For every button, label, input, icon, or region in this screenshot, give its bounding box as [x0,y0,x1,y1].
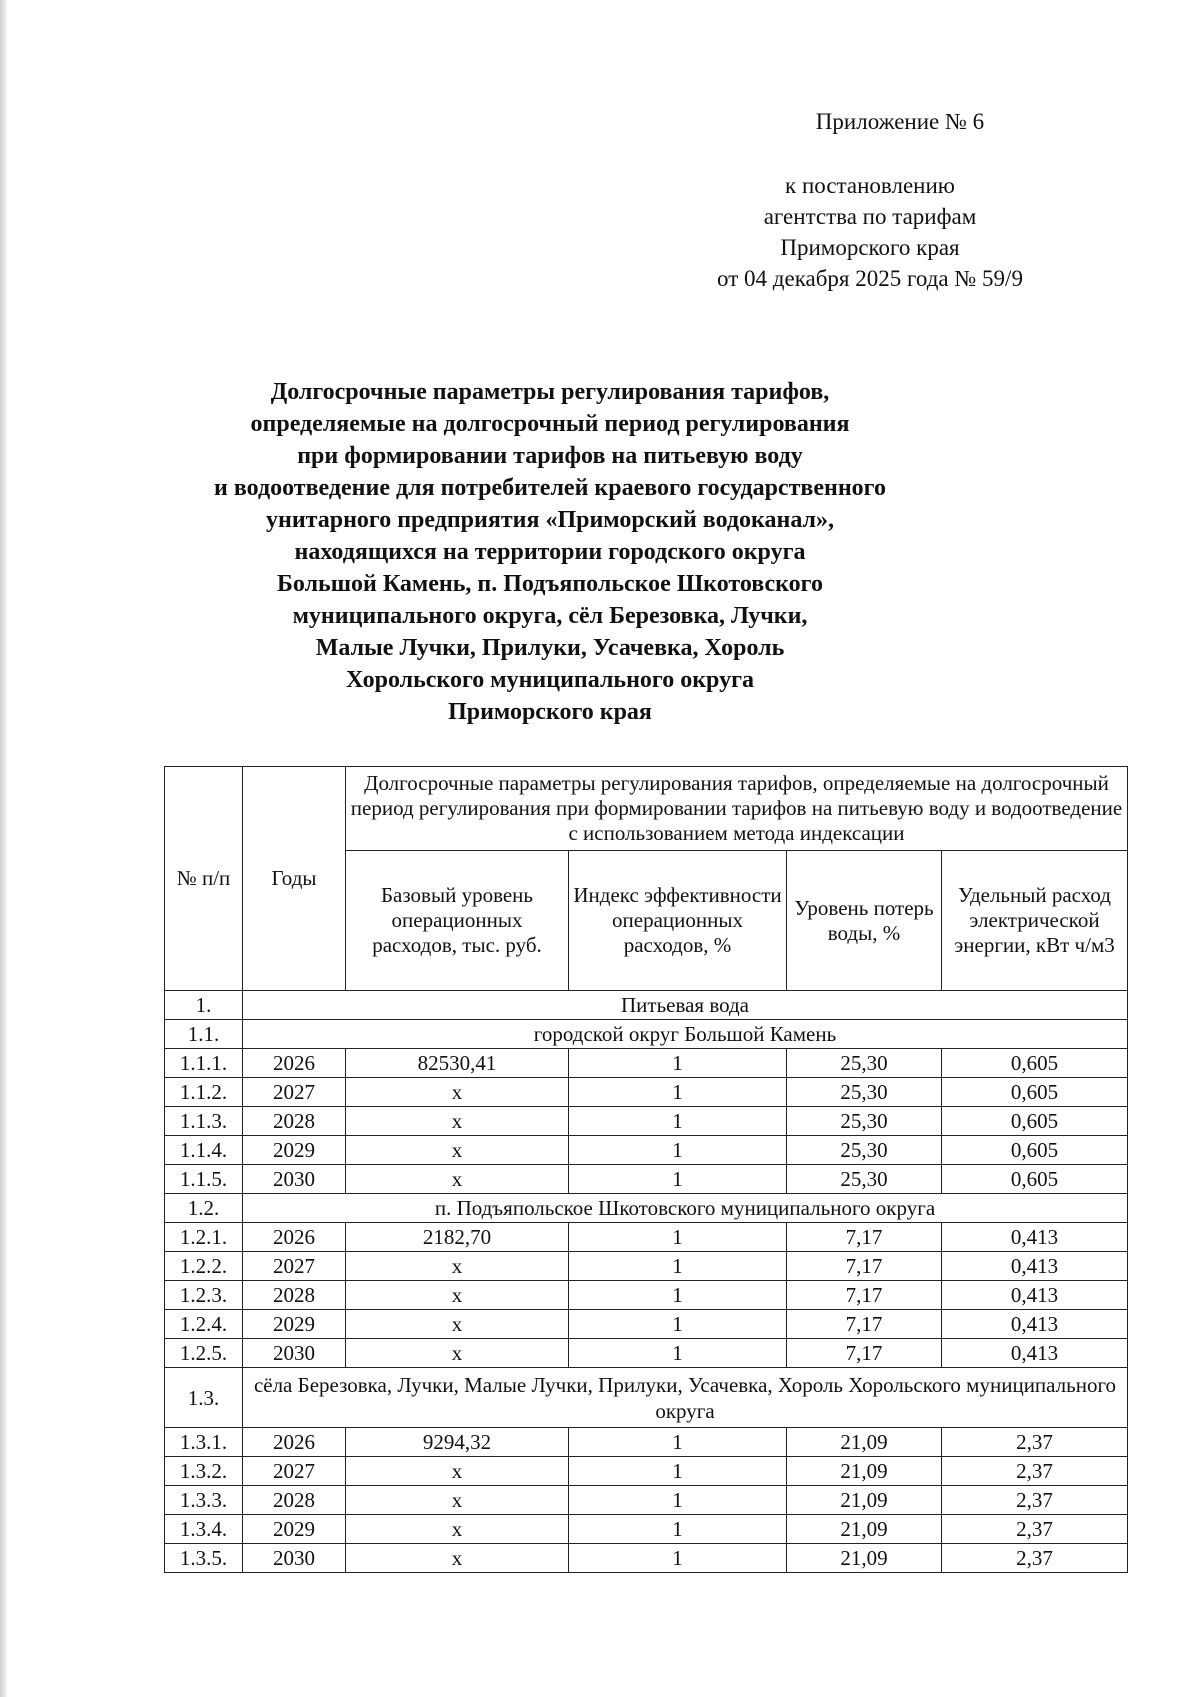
cell-base: x [346,1486,569,1515]
cell-energy: 2,37 [942,1515,1128,1544]
section-num: 1. [165,991,243,1020]
cell-year: 2028 [243,1281,346,1310]
cell-year: 2026 [243,1049,346,1078]
group-num: 1.2. [165,1194,243,1223]
cell-loss: 7,17 [787,1252,942,1281]
cell-energy: 0,413 [942,1310,1128,1339]
cell-base: x [346,1107,569,1136]
cell-loss: 21,09 [787,1457,942,1486]
cell-index: 1 [569,1078,787,1107]
header-years: Годы [243,767,346,991]
scan-edge [0,0,7,1697]
table-row [165,1223,1128,1252]
cell-energy: 0,605 [942,1078,1128,1107]
title-line: Малые Лучки, Прилуки, Усачевка, Хороль [315,635,785,661]
table-row [165,1339,1128,1368]
cell-num: 1.1.5. [165,1165,243,1194]
section-label: Питьевая вода [243,991,1128,1020]
cell-loss: 7,17 [787,1223,942,1252]
cell-num: 1.2.2. [165,1252,243,1281]
cell-num: 1.2.4. [165,1310,243,1339]
cell-energy: 0,605 [942,1136,1128,1165]
group-row [165,1194,1128,1223]
title-line: Приморского края [448,699,652,725]
cell-energy: 0,413 [942,1281,1128,1310]
cell-year: 2027 [243,1457,346,1486]
header-num: № п/п [165,767,243,991]
cell-index: 1 [569,1515,787,1544]
cell-index: 1 [569,1136,787,1165]
cell-loss: 21,09 [787,1515,942,1544]
appendix-line: агентства по тарифам [763,204,977,229]
table-row [165,1310,1128,1339]
cell-num: 1.1.4. [165,1136,243,1165]
cell-loss: 21,09 [787,1544,942,1573]
title-line: при формировании тарифов на питьевую воду [297,443,803,469]
cell-index: 1 [569,1049,787,1078]
cell-base: x [346,1515,569,1544]
cell-num: 1.3.4. [165,1515,243,1544]
cell-year: 2030 [243,1165,346,1194]
cell-num: 1.3.5. [165,1544,243,1573]
cell-base: x [346,1252,569,1281]
header-base-cost: Базовый уровень операционных расходов, тыс. руб. [346,851,569,991]
cell-year: 2027 [243,1078,346,1107]
cell-loss: 25,30 [787,1049,942,1078]
title-line: и водоотведение для потребителей краевого государственного [214,475,886,501]
group-label: городской округ Большой Камень [243,1020,1128,1049]
cell-index: 1 [569,1339,787,1368]
cell-base: x [346,1457,569,1486]
cell-base: x [346,1136,569,1165]
appendix-line: к постановлению [785,173,955,198]
group-num: 1.1. [165,1020,243,1049]
appendix-line: от 04 декабря 2025 года № 59/9 [717,266,1023,291]
cell-num: 1.1.2. [165,1078,243,1107]
group-row [165,1020,1128,1049]
title-line: Долгосрочные параметры регулирования тарифов, [270,379,830,405]
cell-loss: 7,17 [787,1281,942,1310]
header-group: Долгосрочные параметры регулирования тарифов, определяемые на долгосрочный период регулирования при формировании тарифов на питьевую воду и водоотведение с использованием метода индексации [346,767,1128,851]
table-row [165,1107,1128,1136]
table-row [165,1486,1128,1515]
cell-num: 1.2.1. [165,1223,243,1252]
cell-year: 2027 [243,1252,346,1281]
header-energy: Удельный расход электрической энергии, кВт ч/м3 [942,851,1128,991]
cell-base: 9294,32 [346,1428,569,1457]
cell-index: 1 [569,1252,787,1281]
document-title [150,376,950,728]
cell-loss: 7,17 [787,1310,942,1339]
table-row [165,1165,1128,1194]
cell-year: 2029 [243,1310,346,1339]
cell-num: 1.1.3. [165,1107,243,1136]
table-row [165,1544,1128,1573]
title-line: находящихся на территории городского округа [294,539,806,565]
cell-energy: 2,37 [942,1428,1128,1457]
cell-loss: 25,30 [787,1078,942,1107]
cell-year: 2029 [243,1136,346,1165]
cell-energy: 2,37 [942,1486,1128,1515]
group-label: п. Подъяпольское Шкотовского муниципального округа [243,1194,1128,1223]
cell-index: 1 [569,1165,787,1194]
cell-energy: 0,605 [942,1165,1128,1194]
header-water-loss: Уровень потерь воды, % [787,851,942,991]
cell-loss: 21,09 [787,1486,942,1515]
cell-index: 1 [569,1223,787,1252]
cell-base: x [346,1339,569,1368]
appendix-header [660,106,1080,294]
cell-index: 1 [569,1544,787,1573]
appendix-line: Приморского края [780,235,960,260]
cell-index: 1 [569,1281,787,1310]
cell-year: 2029 [243,1515,346,1544]
cell-loss: 7,17 [787,1339,942,1368]
cell-index: 1 [569,1486,787,1515]
title-line: Большой Камень, п. Подъяпольское Шкотовского [277,571,823,597]
cell-base: 82530,41 [346,1049,569,1078]
cell-energy: 0,413 [942,1223,1128,1252]
cell-base: x [346,1544,569,1573]
cell-base: x [346,1310,569,1339]
title-line: Хорольского муниципального округа [346,667,754,693]
cell-num: 1.2.3. [165,1281,243,1310]
cell-energy: 0,605 [942,1107,1128,1136]
cell-energy: 2,37 [942,1457,1128,1486]
cell-num: 1.1.1. [165,1049,243,1078]
title-line: унитарного предприятия «Приморский водоканал», [265,507,835,533]
tariff-parameters-table [164,766,1128,1573]
table-row [165,1515,1128,1544]
cell-loss: 21,09 [787,1428,942,1457]
cell-year: 2028 [243,1107,346,1136]
cell-year: 2026 [243,1223,346,1252]
section-row [165,991,1128,1020]
group-num: 1.3. [165,1368,243,1428]
table-row [165,1252,1128,1281]
cell-base: x [346,1281,569,1310]
cell-base: x [346,1078,569,1107]
header-efficiency-index: Индекс эффективности операционных расходов, % [569,851,787,991]
cell-energy: 0,413 [942,1252,1128,1281]
cell-num: 1.3.1. [165,1428,243,1457]
table-row [165,1281,1128,1310]
table-row [165,1136,1128,1165]
group-label: сёла Березовка, Лучки, Малые Лучки, Прилуки, Усачевка, Хороль Хорольского муниципального округа [243,1368,1128,1428]
cell-loss: 25,30 [787,1165,942,1194]
cell-year: 2026 [243,1428,346,1457]
table-row [165,1049,1128,1078]
cell-index: 1 [569,1457,787,1486]
cell-energy: 2,37 [942,1544,1128,1573]
cell-loss: 25,30 [787,1136,942,1165]
group-row [165,1368,1128,1428]
appendix-number: Приложение № 6 [815,109,985,134]
cell-index: 1 [569,1107,787,1136]
cell-index: 1 [569,1310,787,1339]
cell-num: 1.3.2. [165,1457,243,1486]
table-row [165,1457,1128,1486]
cell-num: 1.3.3. [165,1486,243,1515]
table-row [165,1078,1128,1107]
title-line: муниципального округа, сёл Березовка, Лучки, [292,603,808,629]
cell-energy: 0,605 [942,1049,1128,1078]
title-line: определяемые на долгосрочный период регулирования [250,411,850,437]
table-row [165,1428,1128,1457]
cell-loss: 25,30 [787,1107,942,1136]
cell-index: 1 [569,1428,787,1457]
cell-year: 2030 [243,1339,346,1368]
cell-year: 2030 [243,1544,346,1573]
cell-base: 2182,70 [346,1223,569,1252]
cell-year: 2028 [243,1486,346,1515]
cell-base: x [346,1165,569,1194]
cell-num: 1.2.5. [165,1339,243,1368]
cell-energy: 0,413 [942,1339,1128,1368]
